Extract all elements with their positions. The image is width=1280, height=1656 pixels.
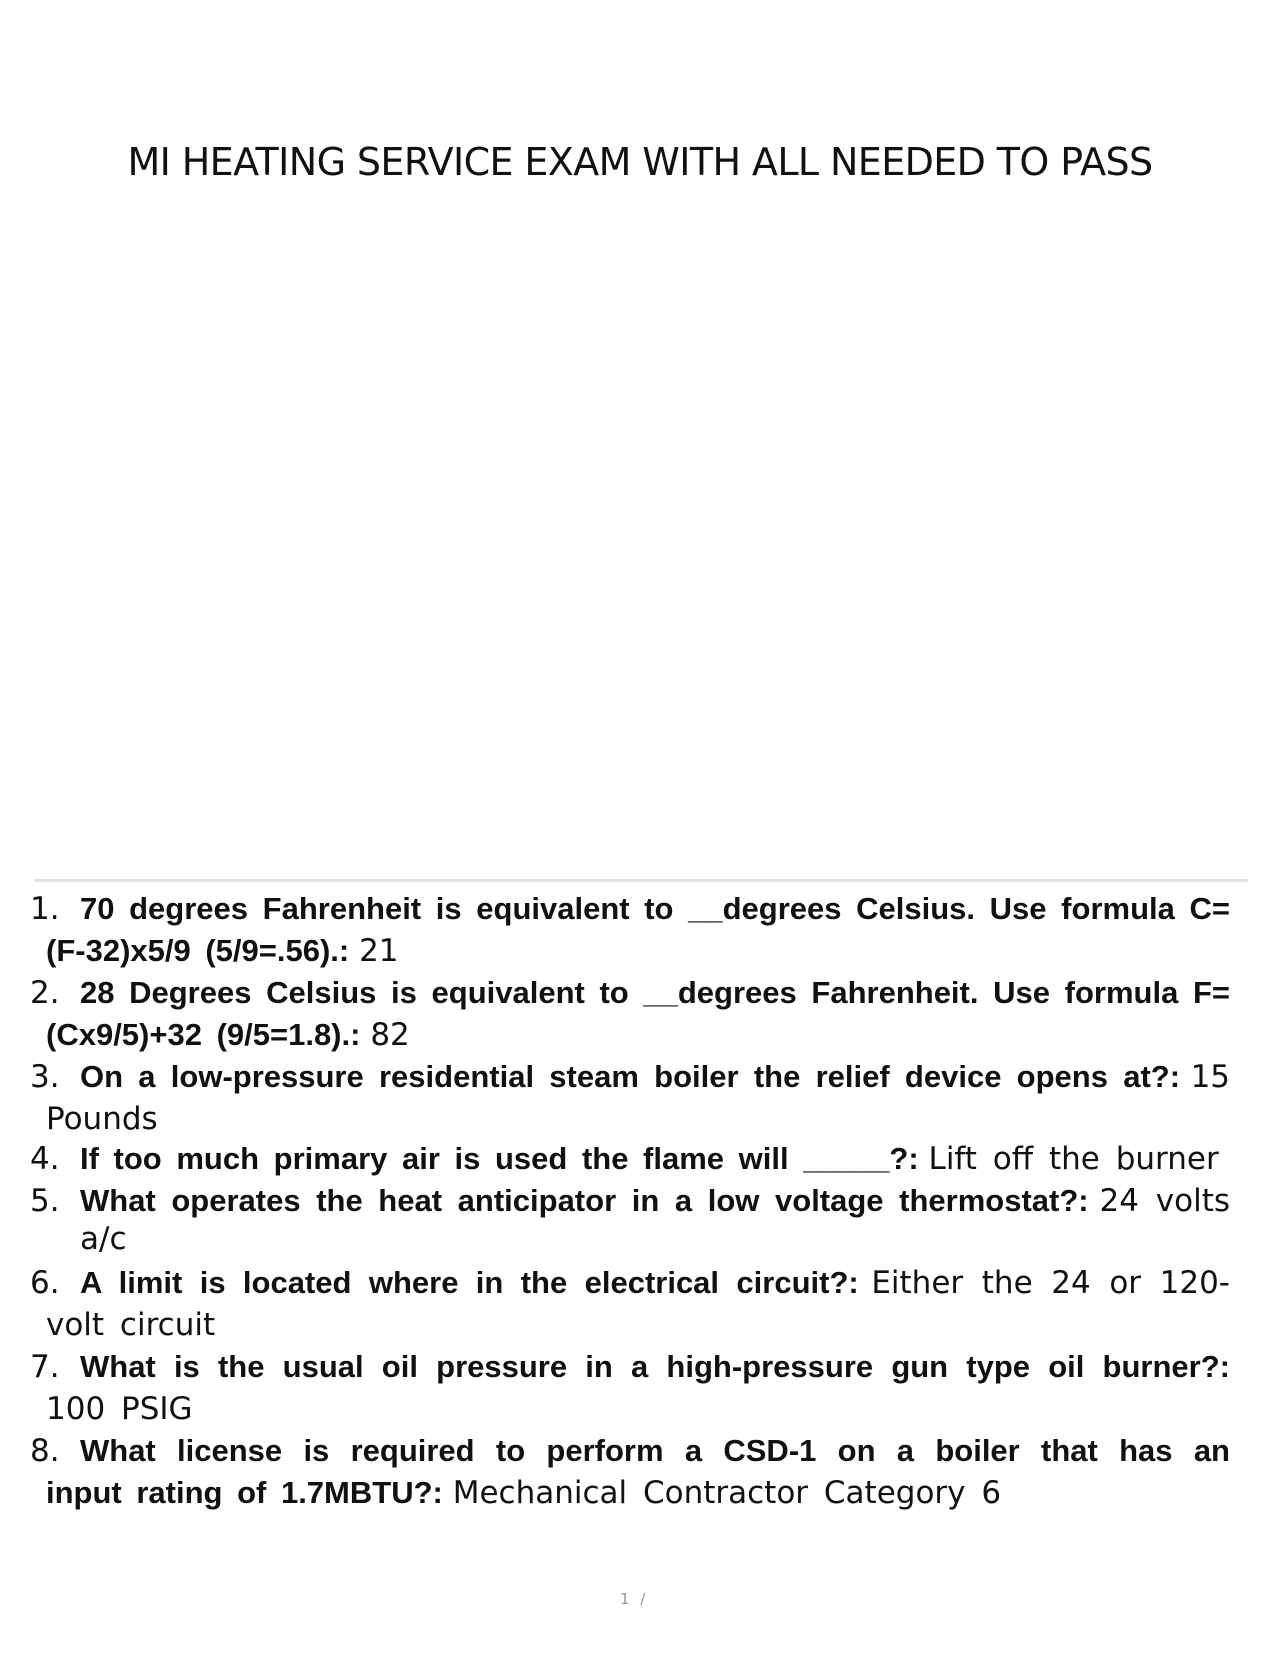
section-divider: [34, 879, 1248, 882]
answer-text: 21: [359, 933, 399, 969]
question-item: [30, 1056, 1230, 1140]
question-text: What license is required to perform a CSD-1 on a boiler that has an input rating of 1.7MBTU?:: [46, 1433, 1230, 1510]
question-text: What is the usual oil pressure in a high-pressure gun type oil burner?:: [80, 1349, 1230, 1384]
question-item: [30, 1430, 1230, 1514]
question-text: A limit is located where in the electrical circuit?:: [80, 1265, 859, 1300]
question-number: 8.: [30, 1433, 60, 1469]
question-item: [30, 888, 1230, 972]
question-number: 2.: [30, 975, 60, 1011]
question-text: 28 Degrees Celsius is equivalent to __degrees Fahrenheit. Use formula F=(Cx9/5)+32 (9/5=1.8).:: [46, 975, 1230, 1052]
question-number: 6.: [30, 1265, 60, 1301]
question-text: On a low-pressure residential steam boiler the relief device opens at?:: [80, 1059, 1181, 1094]
question-text: 70 degrees Fahrenheit is equivalent to __degrees Celsius. Use formula C=(F-32)x5/9 (5/9=.56).:: [46, 891, 1230, 968]
question-item: [30, 1140, 1230, 1178]
question-number: 7.: [30, 1349, 60, 1385]
answer-text: Either the 24 or 120-volt circuit: [46, 1265, 1230, 1343]
question-text: If too much primary air is used the flame will _____?:: [80, 1141, 919, 1176]
question-item: [30, 1262, 1230, 1346]
question-text: What operates the heat anticipator in a low voltage thermostat?:: [80, 1183, 1089, 1218]
document-title: MI HEATING SERVICE EXAM WITH ALL NEEDED TO PASS: [127, 140, 1153, 184]
answer-text: Lift off the burner: [928, 1141, 1219, 1177]
question-item: [30, 972, 1230, 1056]
answer-text: 15 Pounds: [46, 1059, 1231, 1137]
question-number: 3.: [30, 1059, 60, 1095]
answer-text: 82: [370, 1017, 410, 1053]
page-number: 1 /: [620, 1590, 649, 1608]
answer-text: Mechanical Contractor Category 6: [452, 1475, 1002, 1511]
answer-text: 24 volts a/c: [80, 1183, 1231, 1257]
question-number: 4.: [30, 1141, 60, 1177]
question-item: [30, 1346, 1230, 1430]
answer-text: 100 PSIG: [46, 1391, 193, 1427]
question-item: [30, 1182, 1230, 1258]
question-list: [30, 888, 1230, 1514]
question-number: 1.: [30, 891, 60, 927]
question-number: 5.: [30, 1183, 60, 1219]
